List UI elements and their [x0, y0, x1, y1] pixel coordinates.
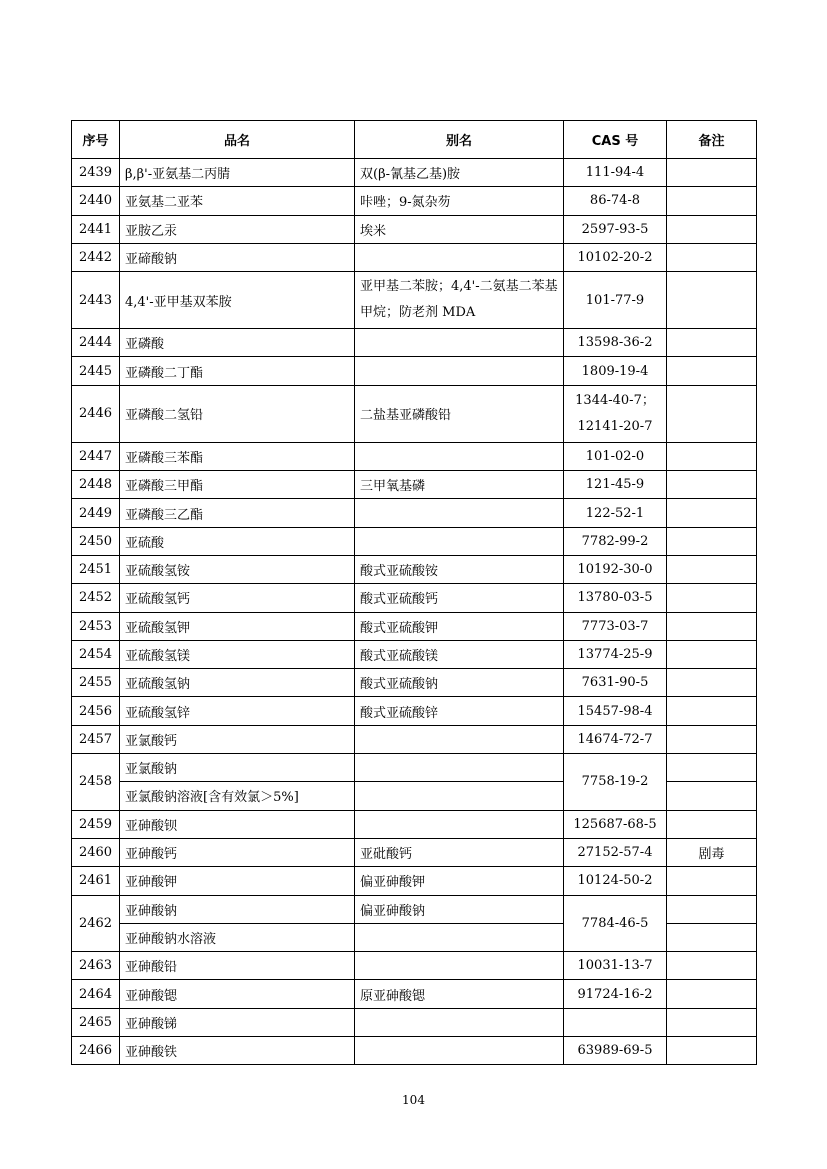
cell-no: 2464	[72, 980, 120, 1008]
cell-name: 亚砷酸铁	[120, 1037, 355, 1065]
cell-note	[667, 640, 757, 668]
cell-name: 亚砷酸钾	[120, 867, 355, 895]
table-row	[72, 272, 757, 329]
cell-name: 亚氯酸钠溶液[含有效氯＞5%]	[120, 782, 355, 810]
cell-no: 2445	[72, 357, 120, 385]
cell-note	[667, 952, 757, 980]
cell-note: 剧毒	[667, 838, 757, 866]
cell-cas: 10031-13-7	[564, 952, 667, 980]
cell-name: 亚砷酸铅	[120, 952, 355, 980]
cell-alias: 咔唑；9-氮杂芴	[355, 187, 564, 215]
cell-cas: 13598-36-2	[564, 329, 667, 357]
cell-cas: 2597-93-5	[564, 215, 667, 243]
cell-no: 2460	[72, 838, 120, 866]
cell-alias: 亚砒酸钙	[355, 838, 564, 866]
cell-cas: 63989-69-5	[564, 1037, 667, 1065]
cell-alias	[355, 725, 564, 753]
cell-no: 2450	[72, 527, 120, 555]
cell-name: 亚碲酸钠	[120, 243, 355, 271]
cell-name: 亚氯酸钠	[120, 754, 355, 782]
cell-note	[667, 159, 757, 187]
table-row	[72, 243, 757, 271]
cell-cas: 86-74-8	[564, 187, 667, 215]
cell-name: 亚硫酸氢镁	[120, 640, 355, 668]
table-row	[72, 357, 757, 385]
header-alias: 别名	[355, 121, 564, 159]
cell-alias: 埃米	[355, 215, 564, 243]
table-row	[72, 725, 757, 753]
cell-cas: 27152-57-4	[564, 838, 667, 866]
cell-no: 2444	[72, 329, 120, 357]
cell-note	[667, 555, 757, 583]
cell-cas: 1809-19-4	[564, 357, 667, 385]
cell-note	[667, 272, 757, 329]
cell-alias	[355, 499, 564, 527]
cell-name: 亚胺乙汞	[120, 215, 355, 243]
table-row	[72, 1037, 757, 1065]
cell-name: 亚砷酸钠水溶液	[120, 923, 355, 951]
cell-cas: 122-52-1	[564, 499, 667, 527]
table-row	[72, 952, 757, 980]
cell-name: 亚砷酸钙	[120, 838, 355, 866]
cell-cas: 7758-19-2	[564, 754, 667, 811]
cell-no: 2443	[72, 272, 120, 329]
cell-name: 亚氯酸钙	[120, 725, 355, 753]
cell-alias: 偏亚砷酸钾	[355, 867, 564, 895]
cell-no: 2439	[72, 159, 120, 187]
cell-cas	[564, 385, 667, 442]
cell-name: 亚砷酸钠	[120, 895, 355, 923]
cell-no: 2449	[72, 499, 120, 527]
cell-cas: 10124-50-2	[564, 867, 667, 895]
cell-alias	[355, 1008, 564, 1036]
cell-no: 2455	[72, 669, 120, 697]
table-row	[72, 584, 757, 612]
cell-cas	[564, 1008, 667, 1036]
cell-no: 2447	[72, 442, 120, 470]
cell-cas: 125687-68-5	[564, 810, 667, 838]
cell-cas: 13774-25-9	[564, 640, 667, 668]
cell-alias	[355, 923, 564, 951]
cell-name: 亚硫酸氢钠	[120, 669, 355, 697]
table-row	[72, 442, 757, 470]
cell-alias: 酸式亚硫酸镁	[355, 640, 564, 668]
table-row	[72, 499, 757, 527]
table-row	[72, 697, 757, 725]
chemical-list-table	[71, 120, 757, 1065]
cell-note	[667, 499, 757, 527]
cell-alias	[355, 442, 564, 470]
header-note: 备注	[667, 121, 757, 159]
cell-cas: 101-77-9	[564, 272, 667, 329]
cell-note	[667, 187, 757, 215]
cell-alias	[355, 243, 564, 271]
header-cas: CAS 号	[564, 121, 667, 159]
cell-note	[667, 923, 757, 951]
cell-no: 2446	[72, 385, 120, 442]
header-no: 序号	[72, 121, 120, 159]
cas-line-1: 1344-40-7；	[575, 392, 655, 408]
cell-cas: 7782-99-2	[564, 527, 667, 555]
header-name: 品名	[120, 121, 355, 159]
cell-note	[667, 243, 757, 271]
cell-note	[667, 1008, 757, 1036]
cell-note	[667, 584, 757, 612]
cell-no: 2458	[72, 754, 120, 811]
cell-no: 2463	[72, 952, 120, 980]
cell-no: 2457	[72, 725, 120, 753]
cell-note	[667, 329, 757, 357]
cell-note	[667, 442, 757, 470]
table-header-row	[72, 121, 757, 159]
cell-name: 亚磷酸三苯酯	[120, 442, 355, 470]
cell-cas: 7784-46-5	[564, 895, 667, 952]
cell-note	[667, 527, 757, 555]
cell-note	[667, 782, 757, 810]
cell-note	[667, 725, 757, 753]
table-row	[72, 867, 757, 895]
cell-alias: 亚甲基二苯胺；4,4'-二氨基二苯基甲烷；防老剂 MDA	[355, 272, 564, 329]
cell-cas: 101-02-0	[564, 442, 667, 470]
cell-no: 2462	[72, 895, 120, 952]
cell-note	[667, 754, 757, 782]
cell-alias	[355, 1037, 564, 1065]
cell-alias: 酸式亚硫酸钾	[355, 612, 564, 640]
table-row	[72, 1008, 757, 1036]
table-row	[72, 385, 757, 442]
cell-alias	[355, 952, 564, 980]
cell-name: 亚砷酸锶	[120, 980, 355, 1008]
cell-alias: 酸式亚硫酸钠	[355, 669, 564, 697]
table-row	[72, 471, 757, 499]
cell-no: 2453	[72, 612, 120, 640]
cell-alias	[355, 357, 564, 385]
cell-alias	[355, 782, 564, 810]
cell-note	[667, 810, 757, 838]
table-row	[72, 838, 757, 866]
cell-note	[667, 669, 757, 697]
cell-cas: 14674-72-7	[564, 725, 667, 753]
cell-no: 2451	[72, 555, 120, 583]
table-row	[72, 669, 757, 697]
cell-alias: 三甲氧基磷	[355, 471, 564, 499]
cell-no: 2448	[72, 471, 120, 499]
cell-no: 2442	[72, 243, 120, 271]
cell-no: 2441	[72, 215, 120, 243]
cell-cas: 7631-90-5	[564, 669, 667, 697]
cell-cas: 121-45-9	[564, 471, 667, 499]
cell-name: 亚磷酸三乙酯	[120, 499, 355, 527]
cell-alias	[355, 329, 564, 357]
table-body	[72, 159, 757, 1065]
cell-name: 亚磷酸	[120, 329, 355, 357]
cell-no: 2454	[72, 640, 120, 668]
cell-no: 2465	[72, 1008, 120, 1036]
cell-cas: 13780-03-5	[564, 584, 667, 612]
cell-cas: 15457-98-4	[564, 697, 667, 725]
table-row	[72, 527, 757, 555]
cell-alias: 酸式亚硫酸锌	[355, 697, 564, 725]
cell-note	[667, 215, 757, 243]
table-row	[72, 215, 757, 243]
cell-note	[667, 867, 757, 895]
table-row	[72, 555, 757, 583]
cell-name: 亚硫酸氢钾	[120, 612, 355, 640]
cell-no: 2461	[72, 867, 120, 895]
cell-alias	[355, 527, 564, 555]
table-row	[72, 640, 757, 668]
cell-no: 2456	[72, 697, 120, 725]
cell-name: 亚硫酸	[120, 527, 355, 555]
cell-no: 2440	[72, 187, 120, 215]
cas-line-2: 12141-20-7	[577, 418, 653, 434]
cell-name: 亚硫酸氢锌	[120, 697, 355, 725]
cell-name: β,β'-亚氨基二丙腈	[120, 159, 355, 187]
cell-alias: 酸式亚硫酸钙	[355, 584, 564, 612]
cell-name: 亚磷酸三甲酯	[120, 471, 355, 499]
cell-alias: 偏亚砷酸钠	[355, 895, 564, 923]
table-row	[72, 329, 757, 357]
cell-cas: 10102-20-2	[564, 243, 667, 271]
cell-name: 亚磷酸二丁酯	[120, 357, 355, 385]
cell-no: 2466	[72, 1037, 120, 1065]
cell-alias: 双(β-氰基乙基)胺	[355, 159, 564, 187]
cell-alias	[355, 754, 564, 782]
cell-name: 亚砷酸钡	[120, 810, 355, 838]
cell-name: 4,4'-亚甲基双苯胺	[120, 272, 355, 329]
cell-no: 2452	[72, 584, 120, 612]
cell-name: 亚砷酸锑	[120, 1008, 355, 1036]
cell-name: 亚氨基二亚苯	[120, 187, 355, 215]
cell-name: 亚硫酸氢钙	[120, 584, 355, 612]
page-number: 104	[402, 1093, 425, 1107]
cell-cas: 7773-03-7	[564, 612, 667, 640]
cell-note	[667, 980, 757, 1008]
cell-cas: 91724-16-2	[564, 980, 667, 1008]
cell-alias: 原亚砷酸锶	[355, 980, 564, 1008]
table-row	[72, 159, 757, 187]
table-row	[72, 810, 757, 838]
cell-cas: 111-94-4	[564, 159, 667, 187]
cell-name: 亚磷酸二氢铅	[120, 385, 355, 442]
cell-cas: 10192-30-0	[564, 555, 667, 583]
cell-alias: 二盐基亚磷酸铅	[355, 385, 564, 442]
table-row	[72, 612, 757, 640]
table-row	[72, 980, 757, 1008]
cell-no: 2459	[72, 810, 120, 838]
table-row	[72, 895, 757, 923]
cell-note	[667, 895, 757, 923]
cell-note	[667, 385, 757, 442]
table-row	[72, 754, 757, 782]
cell-note	[667, 1037, 757, 1065]
cell-alias: 酸式亚硫酸铵	[355, 555, 564, 583]
cell-name: 亚硫酸氢铵	[120, 555, 355, 583]
cell-alias	[355, 810, 564, 838]
cell-note	[667, 697, 757, 725]
cell-note	[667, 357, 757, 385]
cell-note	[667, 612, 757, 640]
cell-note	[667, 471, 757, 499]
table-row	[72, 187, 757, 215]
